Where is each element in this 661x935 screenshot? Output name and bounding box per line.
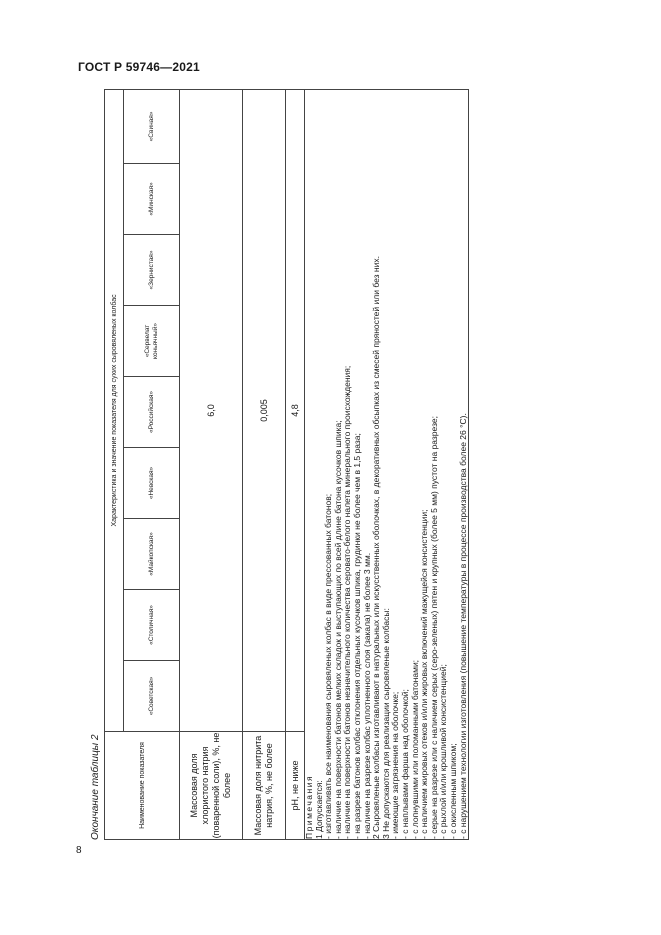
row-label-salt: Массовая доля хлористого натрия (поваренной соли), %, не более	[180, 732, 243, 840]
column-group-header: Характеристика и значение показателя для сухих сыровяленых колбас	[105, 89, 124, 731]
document-header: ГОСТ Р 59746—2021	[78, 60, 200, 74]
row-label-nitrite: Массовая доля нитрита натрия, %, не более	[243, 732, 286, 840]
page-number: 8	[76, 845, 82, 856]
table-header-row	[105, 89, 124, 839]
notes-title: Примечания	[304, 774, 314, 839]
note-line: - с окисленным шпиком;	[447, 743, 458, 839]
note-line: - с наплывами фарша над оболочкой;	[399, 689, 410, 839]
row-label-ph: pH, не ниже	[286, 732, 305, 840]
note-line: - с рыхлой и/или крошливой консистенцией;	[438, 664, 449, 839]
note-line: - имеющие загрязнения на оболочке;	[390, 691, 401, 839]
column-header-rossiyskaya: «Российская»	[124, 377, 180, 448]
properties-table	[104, 89, 469, 840]
column-header-name: Наименование показателя	[105, 732, 180, 840]
note-line: - наличие на поверхности батонов незначительного количества серовато-белого налета минерального происхождения;	[342, 365, 353, 839]
column-header-maykopskaya: «Майкопская»	[124, 519, 180, 590]
table-row	[180, 89, 243, 839]
notes-cell	[305, 89, 469, 839]
table-subheader-row	[124, 89, 180, 839]
row-value-ph: 4,8	[286, 89, 305, 731]
row-value-salt: 6,0	[180, 89, 243, 731]
column-header-stolichnaya: «Столичная»	[124, 590, 180, 661]
column-header-nevskaya: «Невская»	[124, 448, 180, 519]
column-header-svinaya: «Свиная»	[124, 89, 180, 163]
table-row	[286, 89, 305, 839]
note-line: - с нарушением технологии изготовления (повышение температуры в процессе производства более 26 °C).	[457, 413, 468, 839]
column-header-minskaya: «Минская»	[124, 164, 180, 235]
table-row	[243, 89, 286, 839]
note-line: 3 Не допускаются для реализации сыровяленые колбасы:	[380, 608, 391, 839]
table-caption: Окончание таблицы 2	[90, 734, 101, 840]
note-line: 2 Сыровяленые колбасы изготавливают в натуральных или искусственных оболочках, в декоративных обсыпках из смесей пряностей или без них.	[371, 256, 382, 839]
note-line: - серые на разрезе или с наличием серых (серо-зеленых) пятен и крупных (более 5 мм) пустот на разрезе;	[428, 416, 439, 839]
note-line: - с наличием жировых отеков и/или жировых включений мажущейся консистенции;	[419, 509, 430, 839]
note-line: 1 Допускается:	[313, 780, 324, 839]
column-header-sovetskaya: «Советская»	[124, 661, 180, 732]
row-value-nitrite: 0,005	[243, 89, 286, 731]
column-header-servelat: «Сервелат коньячный»	[124, 306, 180, 377]
note-line: - на разрезе батонов колбас отклонения отдельных кусочков шпика, грудинки не более чем в 1,5 раза;	[351, 433, 362, 839]
note-line: - с лопнувшими или поломанными батонами;	[409, 659, 420, 839]
column-header-zernistaya: «Зернистая»	[124, 235, 180, 306]
note-line: - наличие на разрезе колбас уплотненного слоя (закала) не более 3 мм.	[361, 552, 372, 839]
notes-row	[305, 89, 469, 839]
note-line: - наличие на поверхности батонов мелких складок и выступающих по всей длине батона кусочков шпика;	[332, 420, 343, 839]
rotated-table-block	[90, 90, 510, 840]
note-line: - изготавливать все наименования сыровяленых колбас в виде прессованных батонов;	[323, 493, 334, 839]
